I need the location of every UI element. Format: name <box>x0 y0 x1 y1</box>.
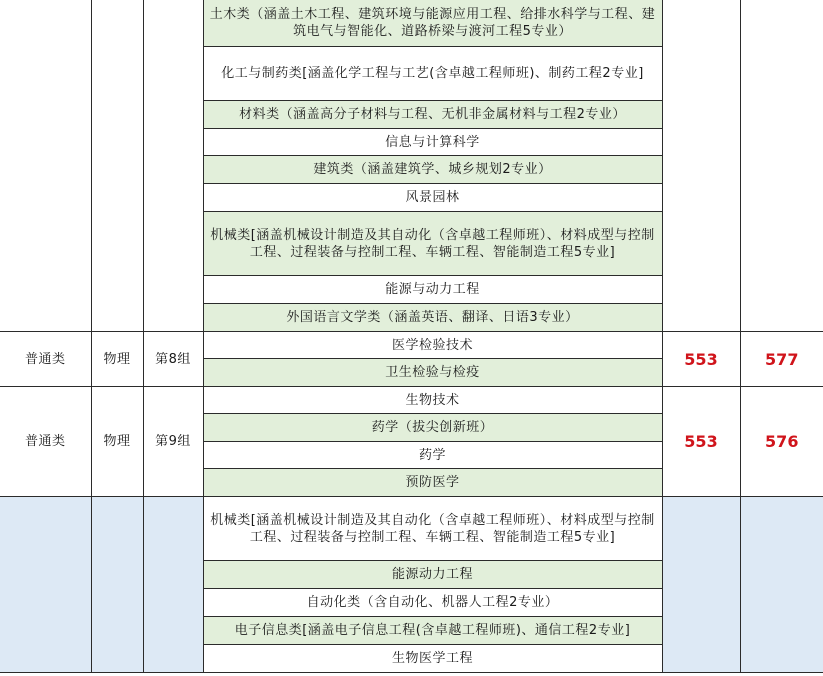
subject-cell-empty <box>91 497 143 673</box>
major-cell: 自动化类（含自动化、机器人工程2专业） <box>203 589 662 617</box>
major-cell: 电子信息类[涵盖电子信息工程(含卓越工程师班)、通信工程2专业] <box>203 617 662 645</box>
category-cell: 普通类 <box>0 332 91 387</box>
major-cell: 外国语言文学类（涵盖英语、翻译、日语3专业） <box>203 304 662 332</box>
table-row <box>0 0 823 47</box>
table-row <box>0 387 823 414</box>
group-cell-empty <box>143 0 203 332</box>
major-cell: 卫生检验与检疫 <box>203 359 662 387</box>
subject-cell-empty <box>91 0 143 332</box>
major-cell: 机械类[涵盖机械设计制造及其自动化（含卓越工程师班）、材料成型与控制工程、过程装备与控制工程、车辆工程、智能制造工程5专业] <box>203 497 662 561</box>
group-cell: 第8组 <box>143 332 203 387</box>
group-cell: 第9组 <box>143 387 203 497</box>
major-cell: 机械类[涵盖机械设计制造及其自动化（含卓越工程师班）、材料成型与控制工程、过程装备与控制工程、车辆工程、智能制造工程5专业] <box>203 212 662 276</box>
max-score-cell: 576 <box>740 387 823 497</box>
max-score-cell-empty <box>740 497 823 673</box>
min-score-cell-empty <box>662 0 740 332</box>
category-cell-empty <box>0 497 91 673</box>
major-cell: 化工与制药类[涵盖化学工程与工艺(含卓越工程师班)、制药工程2专业] <box>203 47 662 101</box>
major-cell: 信息与计算科学 <box>203 129 662 156</box>
min-score-cell-empty <box>662 497 740 673</box>
major-cell: 土木类（涵盖土木工程、建筑环境与能源应用工程、给排水科学与工程、建筑电气与智能化、道路桥梁与渡河工程5专业） <box>203 0 662 47</box>
min-score-cell: 553 <box>662 387 740 497</box>
major-cell: 能源动力工程 <box>203 561 662 589</box>
subject-cell: 物理 <box>91 332 143 387</box>
major-cell: 医学检验技术 <box>203 332 662 359</box>
min-score-cell: 553 <box>662 332 740 387</box>
category-cell: 普通类 <box>0 387 91 497</box>
major-cell: 生物医学工程 <box>203 645 662 673</box>
max-score-cell: 577 <box>740 332 823 387</box>
group-cell-empty <box>143 497 203 673</box>
major-cell: 药学（拔尖创新班） <box>203 414 662 442</box>
major-cell: 能源与动力工程 <box>203 276 662 304</box>
subject-cell: 物理 <box>91 387 143 497</box>
category-cell-empty <box>0 0 91 332</box>
major-cell: 建筑类（涵盖建筑学、城乡规划2专业） <box>203 156 662 184</box>
major-cell: 预防医学 <box>203 469 662 497</box>
table-row <box>0 497 823 561</box>
max-score-cell-empty <box>740 0 823 332</box>
major-cell: 风景园林 <box>203 184 662 212</box>
major-cell: 材料类（涵盖高分子材料与工程、无机非金属材料与工程2专业） <box>203 101 662 129</box>
major-cell: 药学 <box>203 442 662 469</box>
major-cell: 生物技术 <box>203 387 662 414</box>
table-row <box>0 332 823 359</box>
